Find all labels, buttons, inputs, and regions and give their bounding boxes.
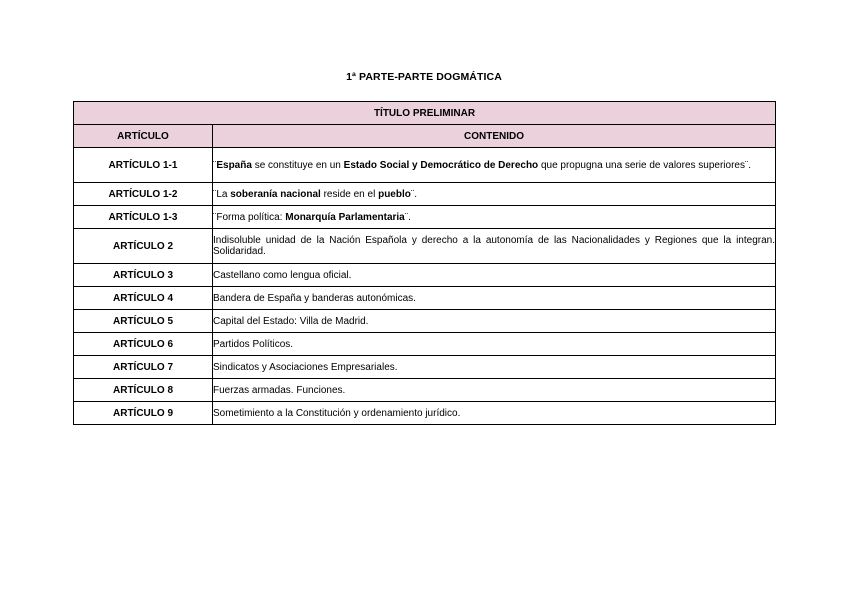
content-text: Sometimiento a la Constitución y ordenamiento jurídico.: [213, 407, 461, 419]
content-cell: [213, 379, 776, 402]
content-bold-text: pueblo: [378, 188, 411, 200]
content-cell: [213, 310, 776, 333]
content-text: ¨.: [404, 211, 411, 223]
column-header-content: CONTENIDO: [213, 125, 776, 148]
content-text: Sindicatos y Asociaciones Empresariales.: [213, 361, 398, 373]
content-text: ¨Forma política:: [213, 211, 286, 223]
column-header-article: ARTÍCULO: [74, 125, 213, 148]
article-cell: ARTÍCULO 1-1: [74, 148, 213, 183]
content-text: que propugna una serie de valores superiores¨.: [538, 159, 752, 171]
content-text: ¨La: [213, 188, 231, 200]
table-row: [74, 229, 776, 264]
article-cell: ARTÍCULO 9: [74, 402, 213, 425]
section-header: TÍTULO PRELIMINAR: [74, 102, 776, 125]
article-cell: ARTÍCULO 2: [74, 229, 213, 264]
table-row: [74, 148, 776, 183]
content-bold-text: España: [216, 159, 252, 171]
content-cell: [213, 402, 776, 425]
article-cell: ARTÍCULO 6: [74, 333, 213, 356]
content-cell: [213, 287, 776, 310]
content-cell: [213, 356, 776, 379]
content-bold-text: soberanía nacional: [230, 188, 321, 200]
table-row: [74, 287, 776, 310]
article-cell: ARTÍCULO 1-3: [74, 206, 213, 229]
article-cell: ARTÍCULO 8: [74, 379, 213, 402]
table-row: [74, 206, 776, 229]
table-row: [74, 333, 776, 356]
content-text: reside en el: [320, 188, 379, 200]
content-cell: [213, 229, 776, 264]
table-body: [74, 148, 776, 425]
content-text: Castellano como lengua oficial.: [213, 269, 352, 281]
article-cell: ARTÍCULO 1-2: [74, 183, 213, 206]
table-row: [74, 379, 776, 402]
content-text: Fuerzas armadas. Funciones.: [213, 384, 346, 396]
column-header-row: [74, 125, 776, 148]
content-text: Bandera de España y banderas autonómicas.: [213, 292, 416, 304]
content-text: Indisoluble unidad de la Nación Española y derecho a la autonomía de las Nacionalidades y Regiones que la integran. Solidaridad.: [213, 235, 775, 257]
table-row: [74, 264, 776, 287]
table-row: [74, 310, 776, 333]
content-cell: [213, 183, 776, 206]
content-cell: [213, 148, 776, 183]
content-cell: [213, 333, 776, 356]
article-cell: ARTÍCULO 5: [74, 310, 213, 333]
articles-table: [73, 101, 776, 425]
content-bold-text: Monarquía Parlamentaria: [285, 211, 405, 223]
document-title: 1ª PARTE-PARTE DOGMÁTICA: [346, 71, 502, 83]
content-cell: [213, 206, 776, 229]
article-cell: ARTÍCULO 3: [74, 264, 213, 287]
content-text: ¨.: [410, 188, 417, 200]
table-row: [74, 183, 776, 206]
table-row: [74, 356, 776, 379]
content-text: ¨: [213, 159, 217, 171]
article-cell: ARTÍCULO 7: [74, 356, 213, 379]
table-row: [74, 402, 776, 425]
content-text: Partidos Políticos.: [213, 338, 294, 350]
content-bold-text: Estado Social y Democrático de Derecho: [343, 159, 539, 171]
content-text: se constituye en un: [251, 159, 344, 171]
content-cell: [213, 264, 776, 287]
content-text: Capital del Estado: Villa de Madrid.: [213, 315, 369, 327]
section-header-row: [74, 102, 776, 125]
article-cell: ARTÍCULO 4: [74, 287, 213, 310]
